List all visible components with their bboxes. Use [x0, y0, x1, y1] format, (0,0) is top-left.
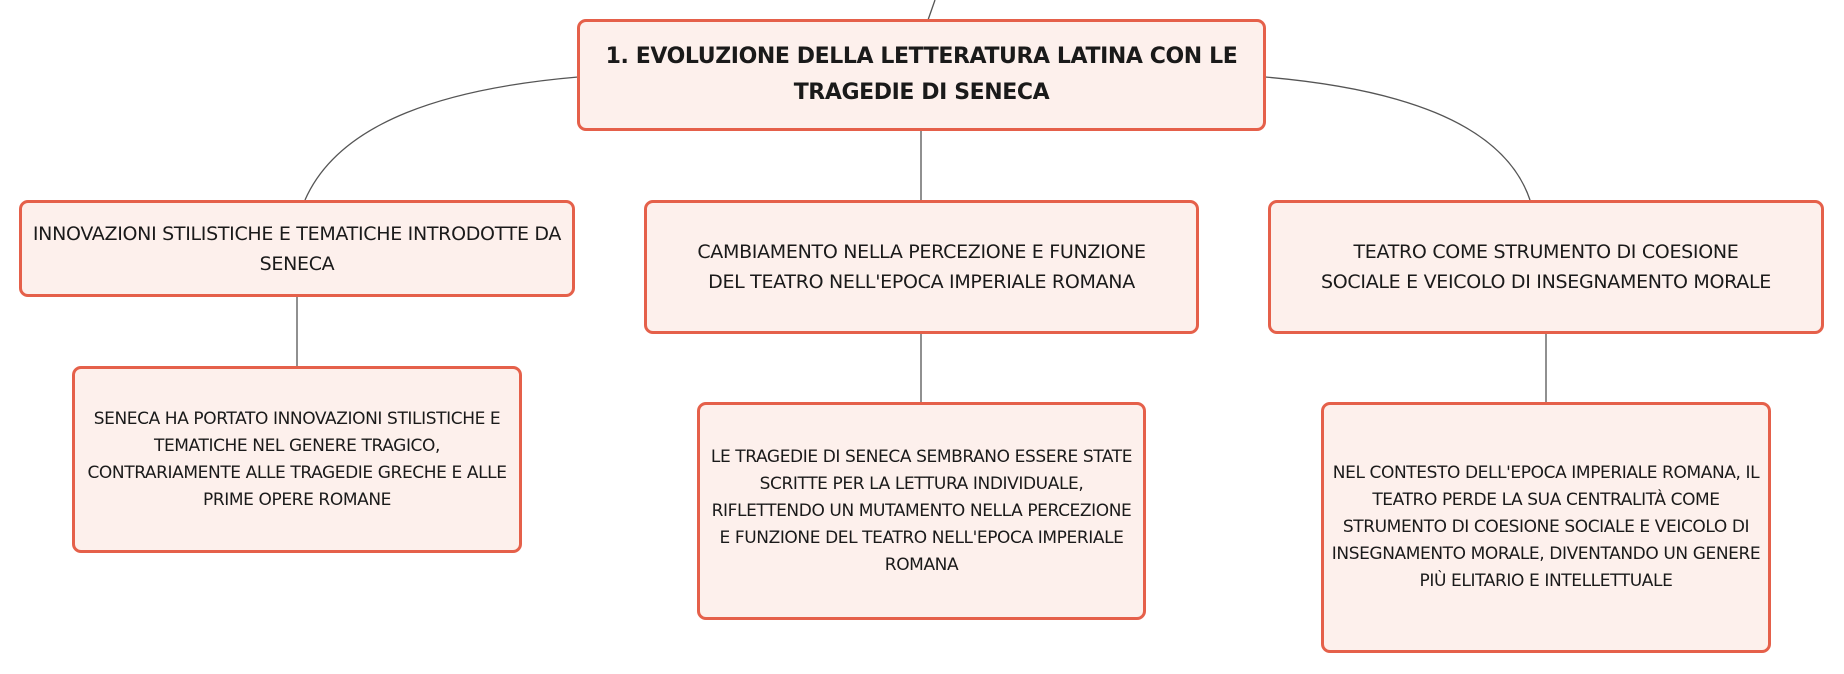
detail-theatre-social-cohesion[interactable]: [1321, 402, 1771, 653]
root-topic-title: 1. EVOLUZIONE DELLA LETTERATURA LATINA CON LE TRAGEDIE DI SENECA: [605, 44, 1238, 105]
detail-stylistic-innovations[interactable]: [72, 366, 522, 553]
subtopic-theatre-social-cohesion-label: TEATRO COME STRUMENTO DI COESIONE SOCIALE E VEICOLO DI INSEGNAMENTO MORALE: [1321, 241, 1771, 293]
connector-root-to-branch-1: [305, 77, 578, 200]
subtopic-theatre-perception-change-label: CAMBIAMENTO NELLA PERCEZIONE E FUNZIONE DEL TEATRO NELL'EPOCA IMPERIALE ROMANA: [697, 241, 1146, 293]
detail-theatre-social-cohesion-text: NEL CONTESTO DELL'EPOCA IMPERIALE ROMANA, IL TEATRO PERDE LA SUA CENTRALITÀ COME STRUMENTO DI COESIONE SOCIALE E VEICOLO DI INSEGNAMENTO MORALE, DIVENTANDO UN GENERE PIÙ ELITARIO E INTELLETTUALE: [1331, 463, 1761, 591]
connector-parent-to-root: [928, 0, 935, 20]
subtopic-stylistic-innovations-label: INNOVAZIONI STILISTICHE E TEMATICHE INTRODOTTE DA SENECA: [32, 222, 562, 275]
subtopic-theatre-social-cohesion[interactable]: [1268, 200, 1824, 334]
subtopic-theatre-perception-change[interactable]: [644, 200, 1199, 334]
connector-root-to-branch-3: [1265, 77, 1530, 200]
detail-stylistic-innovations-text: SENECA HA PORTATO INNOVAZIONI STILISTICHE E TEMATICHE NEL GENERE TRAGICO, CONTRARIAMENTE ALLE TRAGEDIE GRECHE E ALLE PRIME OPERE ROMANE: [87, 408, 507, 510]
detail-theatre-perception-change-text: LE TRAGEDIE DI SENECA SEMBRANO ESSERE STATE SCRITTE PER LA LETTURA INDIVIDUALE, RIFLETTENDO UN MUTAMENTO NELLA PERCEZIONE E FUNZIONE DEL TEATRO NELL'EPOCA IMPERIALE ROMANA: [710, 446, 1133, 575]
detail-theatre-perception-change[interactable]: [697, 402, 1146, 620]
subtopic-stylistic-innovations[interactable]: [19, 200, 575, 297]
root-topic[interactable]: [577, 19, 1266, 131]
